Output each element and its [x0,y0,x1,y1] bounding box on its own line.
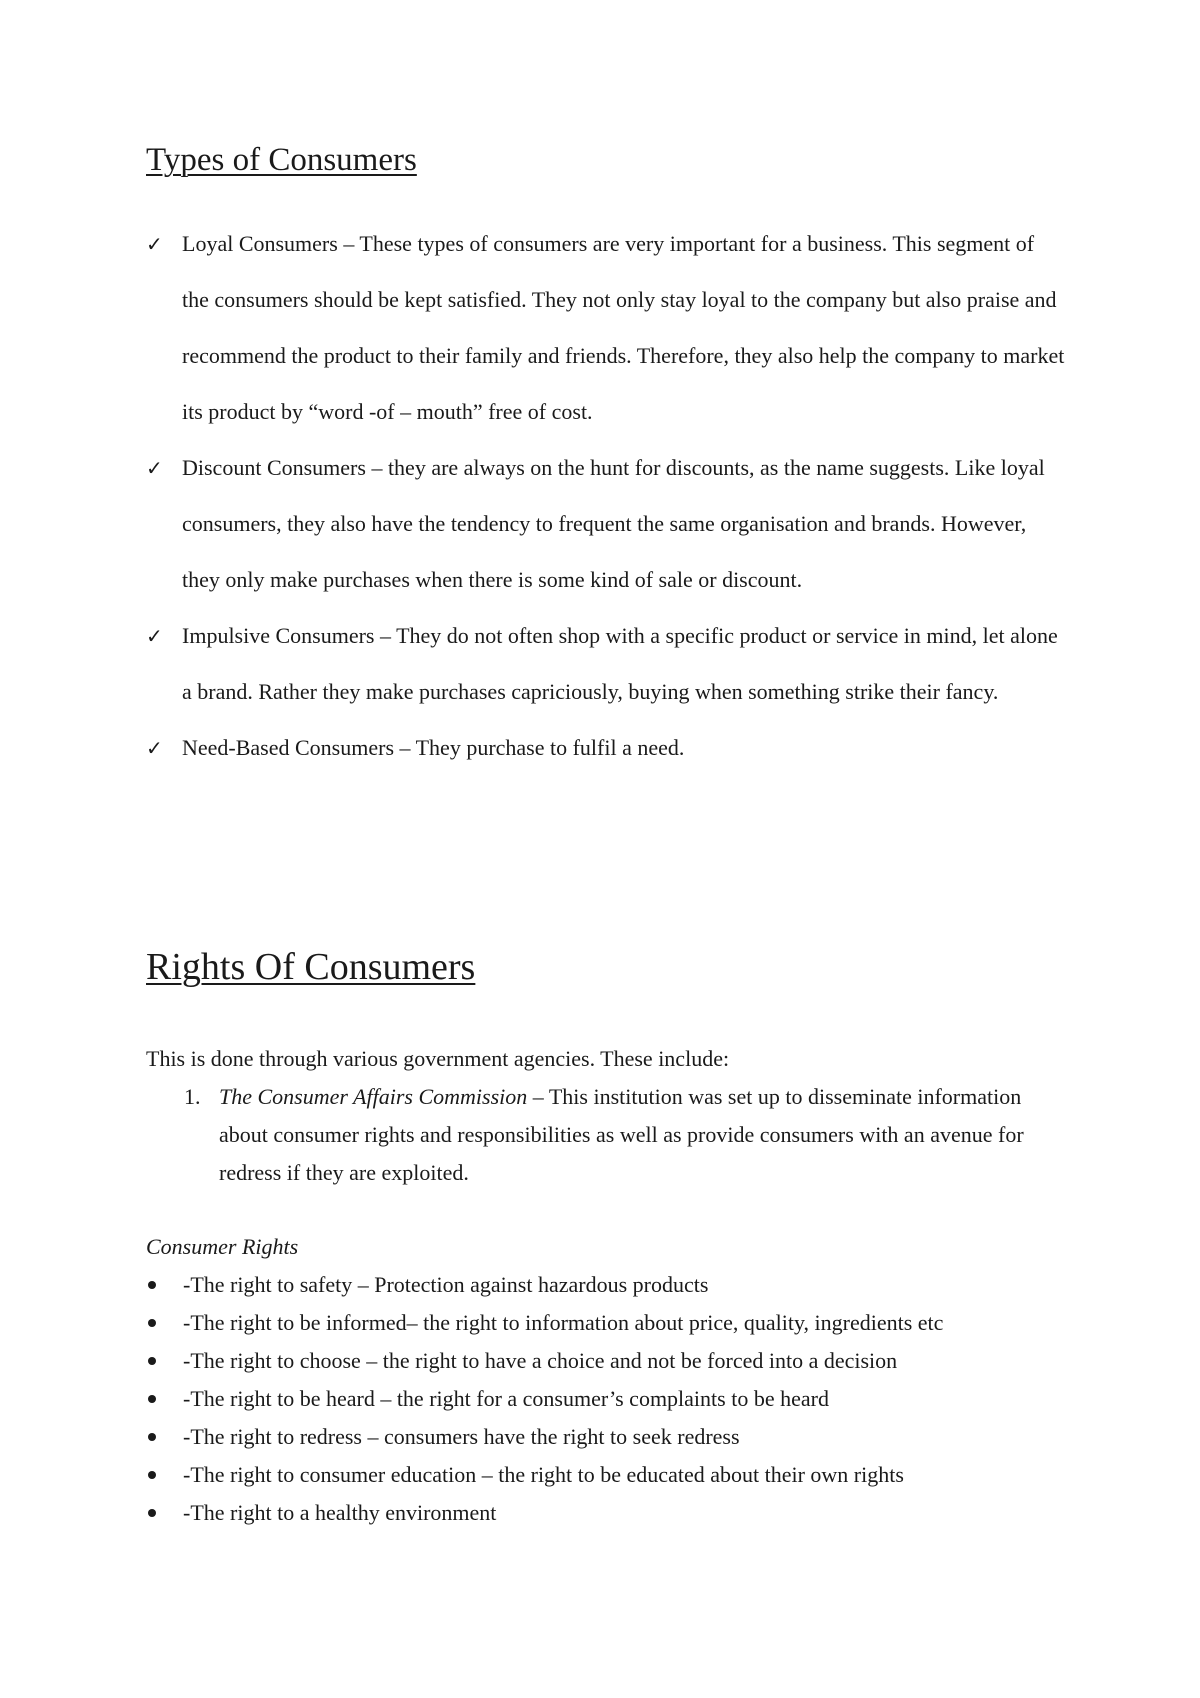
list-item-text: -The right to consumer education – the right to be educated about their own rights [183,1462,904,1487]
list-item [146,1304,1066,1342]
list-item-text: -The right to a healthy environment [183,1500,497,1525]
bullet-icon [148,1395,156,1403]
bullet-icon [148,1509,156,1517]
list-item-text: Impulsive Consumers – They do not often shop with a specific product or service in mind, let alone a brand. Rather they make purchases capriciously, buying when something strike their fancy. [182,623,1058,704]
list-item [146,216,1066,440]
list-item [146,1418,1066,1456]
list-item-text: -The right to be heard – the right for a consumer’s complaints to be heard [183,1386,829,1411]
list-item [146,1494,1066,1532]
list-item [146,1342,1066,1380]
list-item [146,1380,1066,1418]
consumer-rights-subheading: Consumer Rights [146,1234,299,1259]
consumer-types-list [146,216,1066,776]
list-item-text: -The right to redress – consumers have the right to seek redress [183,1424,740,1449]
list-item [146,720,1066,776]
agency-list [146,1078,1066,1192]
list-item [146,1078,1066,1192]
list-number: 1. [184,1084,201,1109]
agency-name: The Consumer Affairs Commission [219,1084,528,1109]
list-item [146,1266,1066,1304]
bullet-icon [148,1357,156,1365]
rights-intro: This is done through various government agencies. These include: [146,1046,730,1071]
list-item [146,608,1066,720]
consumer-rights-list [146,1266,1066,1532]
check-icon: ✓ [146,624,163,648]
check-icon: ✓ [146,736,163,760]
rights-heading: Rights Of Consumers [146,946,476,988]
list-item-text: Loyal Consumers – These types of consumers are very important for a business. This segment of the consumers should be kept satisfied. They not only stay loyal to the company but also praise and recommend the product to their family and friends. Therefore, they also help the company to market its product by “word -of – mouth” free of cost. [182,231,1065,424]
list-item-text: -The right to safety – Protection against hazardous products [183,1272,709,1297]
list-item-text: -The right to choose – the right to have a choice and not be forced into a decision [183,1348,898,1373]
bullet-icon [148,1433,156,1441]
list-item-text: Need-Based Consumers – They purchase to fulfil a need. [182,735,685,760]
check-icon: ✓ [146,456,163,480]
check-icon: ✓ [146,232,163,256]
bullet-icon [148,1319,156,1327]
list-item [146,440,1066,608]
bullet-icon [148,1281,156,1289]
list-item [146,1456,1066,1494]
types-heading: Types of Consumers [146,142,417,178]
agency-description: – This institution was set up to disseminate information about consumer rights and responsibilities as well as provide consumers with an avenue for redress if they are exploited. [219,1084,1024,1185]
list-item-text: Discount Consumers – they are always on the hunt for discounts, as the name suggests. Like loyal consumers, they also have the tendency to frequent the same organisation and brands. However, they only make purchases when there is some kind of sale or discount. [182,455,1045,592]
list-item-text: -The right to be informed– the right to information about price, quality, ingredients etc [183,1310,944,1335]
bullet-icon [148,1471,156,1479]
